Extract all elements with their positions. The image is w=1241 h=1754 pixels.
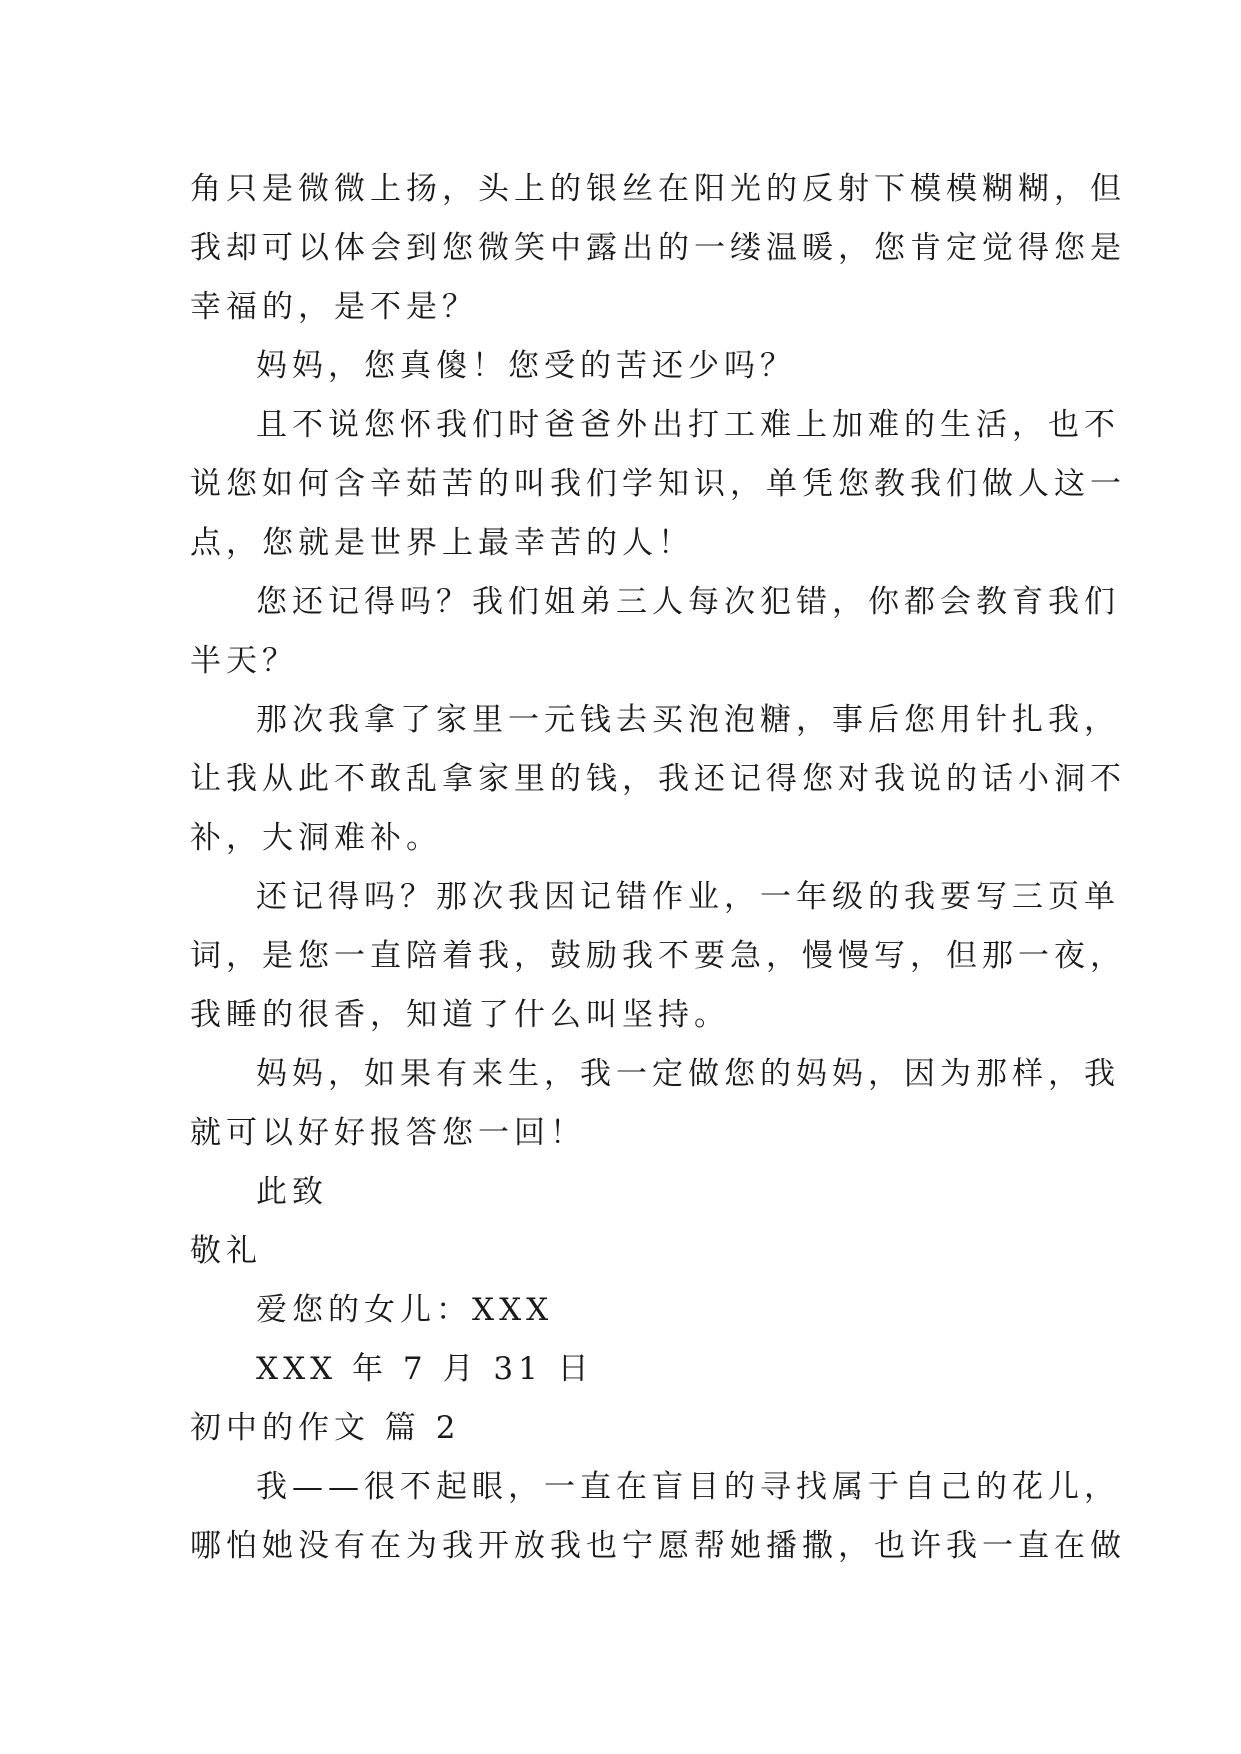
- signature: 爱您的女儿：XXX: [256, 1292, 554, 1328]
- text-line: 您还记得吗？我们姐弟三人每次犯错，你都会教育我们: [256, 584, 1120, 620]
- section-heading: 初中的作文 篇 2: [190, 1410, 461, 1446]
- letter-date: XXX 年 7 月 31 日: [256, 1351, 594, 1387]
- text-line: 让我从此不敢乱拿家里的钱，我还记得您对我说的话小洞不: [190, 761, 1126, 797]
- text-line: 词，是您一直陪着我，鼓励我不要急，慢慢写，但那一夜，: [190, 938, 1126, 974]
- text-line: 妈妈，如果有来生，我一定做您的妈妈，因为那样，我: [256, 1056, 1120, 1092]
- text-line: 哪怕她没有在为我开放我也宁愿帮她播撒，也许我一直在做: [190, 1528, 1126, 1564]
- text-line: 还记得吗？那次我因记错作业，一年级的我要写三页单: [256, 879, 1120, 915]
- text-line: 半天？: [190, 643, 298, 679]
- text-line: 且不说您怀我们时爸爸外出打工难上加难的生活，也不: [256, 407, 1120, 443]
- text-line: 幸福的，是不是？: [190, 289, 478, 325]
- text-line: 我睡的很香，知道了什么叫坚持。: [190, 997, 730, 1033]
- text-line: 点，您就是世界上最幸苦的人！: [190, 525, 694, 561]
- closing-respect: 敬礼: [190, 1233, 262, 1269]
- closing-salutation: 此致: [256, 1174, 328, 1210]
- text-line: 说您如何含辛茹苦的叫我们学知识，单凭您教我们做人这一: [190, 466, 1126, 502]
- text-line: 角只是微微上扬，头上的银丝在阳光的反射下模模糊糊，但: [190, 171, 1126, 207]
- document-body: [190, 160, 1126, 1576]
- text-line: 我却可以体会到您微笑中露出的一缕温暖，您肯定觉得您是: [190, 230, 1126, 266]
- text-line: 妈妈，您真傻！您受的苦还少吗？: [256, 348, 796, 384]
- text-line: 就可以好好报答您一回！: [190, 1115, 586, 1151]
- text-line: 那次我拿了家里一元钱去买泡泡糖，事后您用针扎我，: [256, 702, 1120, 738]
- text-line: 我——很不起眼，一直在盲目的寻找属于自己的花儿，: [256, 1469, 1120, 1505]
- text-line: 补，大洞难补。: [190, 820, 442, 856]
